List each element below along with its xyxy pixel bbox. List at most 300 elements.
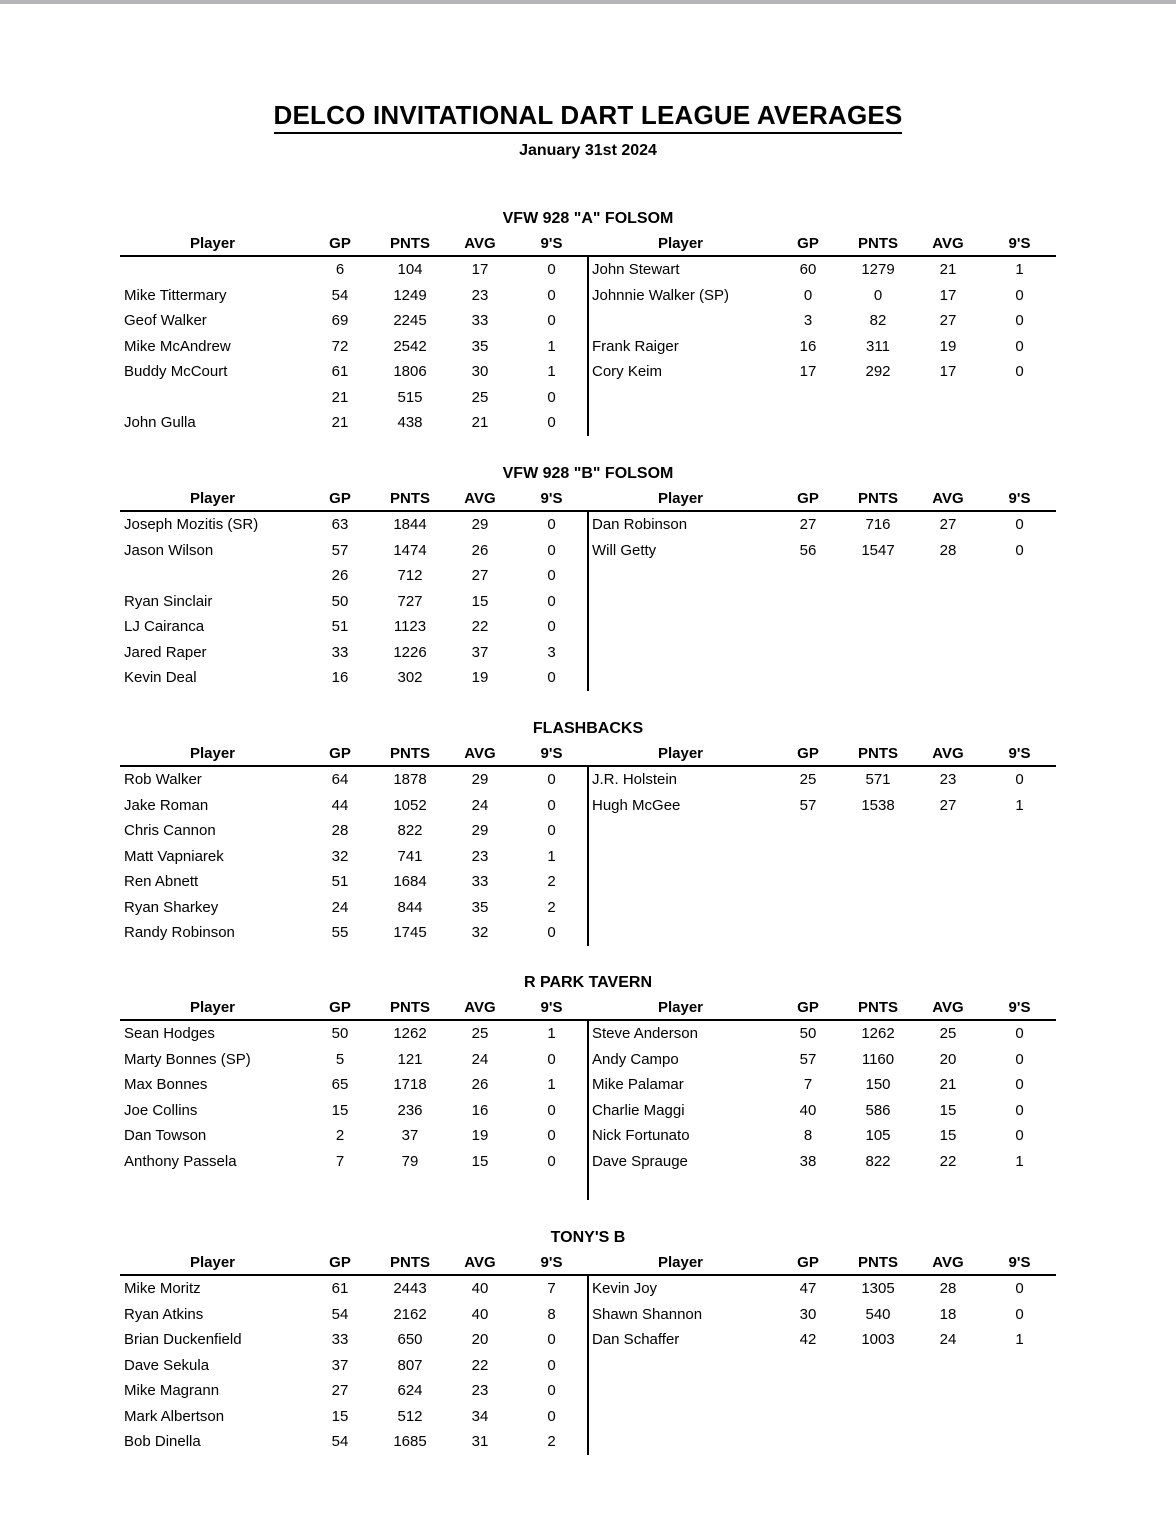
- pnts-cell: [843, 920, 913, 946]
- gp-cell: 26: [331, 567, 349, 584]
- gp-cell: 2: [335, 1127, 345, 1144]
- table-row: [120, 895, 588, 921]
- nines-cell: 0: [1015, 771, 1024, 788]
- player-name-cell: Shawn Shannon: [592, 1305, 703, 1323]
- pnts-cell: 515: [397, 388, 423, 406]
- gp-cell: [773, 895, 843, 921]
- table-row: [120, 1021, 588, 1047]
- table-divider: [587, 1276, 589, 1455]
- table-row: [588, 844, 1056, 870]
- player-name-cell: [588, 844, 773, 870]
- nines-cell: [983, 410, 1056, 436]
- pnts-cell: 1249: [393, 286, 427, 304]
- avg-cell: 24: [471, 1050, 489, 1068]
- avg-cell: 29: [471, 771, 489, 788]
- table-row: [588, 512, 1056, 538]
- avg-cell: 33: [471, 873, 489, 890]
- column-header: Player: [189, 745, 236, 762]
- player-name-cell: Will Getty: [592, 541, 657, 559]
- table-row: [120, 1047, 588, 1073]
- avg-cell: 16: [471, 1101, 489, 1119]
- avg-cell: 15: [471, 592, 489, 610]
- avg-cell: 40: [471, 1305, 489, 1323]
- column-header: 9'S: [540, 235, 563, 252]
- column-header: PNTS: [389, 490, 430, 507]
- avg-cell: [913, 563, 983, 589]
- table-divider: [587, 1021, 589, 1200]
- pnts-cell: 1262: [861, 1025, 895, 1042]
- column-header: PNTS: [389, 999, 430, 1016]
- nines-cell: 0: [1015, 1305, 1024, 1323]
- player-name-cell: Charlie Maggi: [592, 1101, 685, 1119]
- table-row: [588, 1378, 1056, 1404]
- pnts-cell: 512: [397, 1407, 423, 1425]
- nines-cell: [983, 869, 1056, 895]
- player-name-cell: [588, 640, 773, 666]
- table-header-row: [120, 997, 588, 1021]
- pnts-cell: [843, 589, 913, 615]
- avg-cell: [913, 1174, 983, 1200]
- gp-cell: 44: [331, 796, 349, 814]
- table-header-row: [588, 743, 1056, 767]
- player-name-cell: Randy Robinson: [124, 924, 235, 941]
- gp-cell: 72: [331, 337, 349, 355]
- table-row: [588, 665, 1056, 691]
- table-row: [588, 1276, 1056, 1302]
- column-header: Player: [657, 1254, 704, 1271]
- gp-cell: [773, 920, 843, 946]
- pnts-cell: 1718: [393, 1076, 427, 1093]
- table-row: [588, 1072, 1056, 1098]
- nines-cell: 0: [547, 1331, 556, 1348]
- gp-cell: 54: [331, 1433, 349, 1450]
- nines-cell: 0: [547, 771, 556, 788]
- gp-cell: [773, 385, 843, 411]
- column-header: PNTS: [389, 745, 430, 762]
- table-row: [120, 1072, 588, 1098]
- avg-cell: 21: [471, 414, 489, 431]
- player-name-cell: Cory Keim: [592, 363, 663, 380]
- gp-cell: 16: [331, 669, 349, 686]
- table-row: [588, 1353, 1056, 1379]
- player-name-cell: [588, 1429, 773, 1455]
- section-table: [120, 1252, 1056, 1456]
- pnts-cell: 1474: [393, 541, 427, 559]
- nines-cell: [983, 1378, 1056, 1404]
- pnts-cell: [375, 1174, 445, 1200]
- player-name-cell: Nick Fortunato: [592, 1127, 690, 1144]
- column-header: Player: [189, 1254, 236, 1271]
- column-header: 9'S: [540, 745, 563, 762]
- gp-cell: 63: [331, 516, 349, 533]
- player-name-cell: Joe Collins: [124, 1101, 198, 1119]
- pnts-cell: 105: [865, 1127, 891, 1144]
- nines-cell: 0: [547, 822, 556, 839]
- gp-cell: [773, 640, 843, 666]
- nines-cell: 1: [1015, 796, 1024, 814]
- avg-cell: 23: [939, 771, 957, 788]
- gp-cell: 61: [331, 363, 349, 380]
- column-header: AVG: [464, 1254, 496, 1271]
- gp-cell: 33: [331, 1331, 349, 1348]
- player-name-cell: [588, 869, 773, 895]
- avg-cell: 25: [939, 1025, 957, 1042]
- avg-cell: [913, 640, 983, 666]
- nines-cell: [983, 844, 1056, 870]
- column-header: 9'S: [540, 999, 563, 1016]
- nines-cell: 0: [547, 1407, 556, 1425]
- pnts-cell: 1052: [393, 796, 427, 814]
- nines-cell: 0: [1015, 363, 1024, 380]
- gp-cell: [773, 869, 843, 895]
- pnts-cell: 236: [397, 1101, 423, 1119]
- table-header-row: [120, 488, 588, 512]
- nines-cell: [983, 589, 1056, 615]
- nines-cell: [983, 1404, 1056, 1430]
- gp-cell: 50: [331, 1025, 349, 1042]
- nines-cell: 0: [547, 567, 556, 584]
- gp-cell: 64: [331, 771, 349, 788]
- avg-cell: 20: [939, 1050, 957, 1068]
- player-name-cell: Jared Raper: [124, 643, 207, 661]
- nines-cell: 0: [547, 261, 556, 278]
- gp-cell: [773, 844, 843, 870]
- player-name-cell: Geof Walker: [124, 312, 207, 329]
- gp-cell: 15: [331, 1407, 349, 1425]
- gp-cell: 16: [799, 337, 817, 355]
- player-name-cell: Chris Cannon: [124, 822, 216, 839]
- table-row: [120, 334, 588, 360]
- avg-cell: 17: [939, 363, 957, 380]
- page-date: January 31st 2024: [519, 142, 657, 159]
- player-name-cell: Ryan Sharkey: [124, 898, 219, 916]
- pnts-cell: 741: [397, 847, 423, 865]
- pnts-cell: 292: [865, 363, 891, 380]
- nines-cell: 8: [547, 1305, 556, 1323]
- nines-cell: 0: [1015, 541, 1024, 559]
- player-name-cell: [588, 614, 773, 640]
- player-name-cell: [588, 385, 773, 411]
- gp-cell: 24: [331, 898, 349, 916]
- player-name-cell: Steve Anderson: [592, 1025, 698, 1042]
- avg-cell: [913, 589, 983, 615]
- table-header-row: [120, 743, 588, 767]
- avg-cell: 24: [939, 1331, 957, 1348]
- nines-cell: 0: [1015, 516, 1024, 533]
- player-name-cell: Jake Roman: [124, 796, 209, 814]
- pnts-cell: [843, 895, 913, 921]
- nines-cell: 1: [547, 1076, 556, 1093]
- player-name-cell: LJ Cairanca: [124, 618, 205, 635]
- pnts-cell: 727: [397, 592, 423, 610]
- pnts-cell: 1226: [393, 643, 427, 661]
- avg-cell: 35: [471, 898, 489, 916]
- gp-cell: 27: [331, 1382, 349, 1399]
- pnts-cell: 1160: [861, 1050, 895, 1068]
- player-name-cell: Bob Dinella: [124, 1433, 201, 1450]
- pnts-cell: [843, 844, 913, 870]
- table-row: [588, 1327, 1056, 1353]
- pnts-cell: 1123: [393, 618, 427, 635]
- table-half-right: [588, 743, 1056, 946]
- nines-cell: 0: [547, 1356, 556, 1374]
- nines-cell: 2: [547, 1433, 556, 1450]
- table-half-right: [588, 488, 1056, 691]
- pnts-cell: 104: [397, 261, 423, 278]
- table-row: [120, 1302, 588, 1328]
- nines-cell: 0: [547, 1127, 556, 1144]
- avg-cell: [913, 410, 983, 436]
- pnts-cell: 1745: [393, 924, 427, 941]
- gp-cell: 40: [799, 1101, 817, 1119]
- table-row: [588, 334, 1056, 360]
- nines-cell: 2: [547, 873, 556, 890]
- avg-cell: 27: [471, 567, 489, 584]
- nines-cell: 0: [547, 796, 556, 814]
- pnts-cell: [843, 385, 913, 411]
- pnts-cell: 0: [873, 286, 883, 304]
- table-row: [588, 308, 1056, 334]
- avg-cell: 40: [471, 1280, 489, 1297]
- nines-cell: 0: [547, 1152, 556, 1170]
- nines-cell: 0: [547, 388, 556, 406]
- gp-cell: [773, 1353, 843, 1379]
- table-header-row: [588, 997, 1056, 1021]
- avg-cell: 22: [939, 1152, 957, 1170]
- table-divider: [587, 767, 589, 946]
- table-row: [588, 818, 1056, 844]
- table-row: [588, 640, 1056, 666]
- avg-cell: 27: [939, 312, 957, 329]
- pnts-cell: [843, 410, 913, 436]
- gp-cell: 54: [331, 286, 349, 304]
- column-header: 9'S: [1008, 235, 1031, 252]
- table-row: [120, 1276, 588, 1302]
- gp-cell: 51: [331, 618, 349, 635]
- player-name-cell: Dan Towson: [124, 1127, 207, 1144]
- player-name-cell: [120, 257, 305, 283]
- avg-cell: 29: [471, 822, 489, 839]
- gp-cell: 33: [331, 643, 349, 661]
- gp-cell: 28: [331, 822, 349, 839]
- gp-cell: [773, 410, 843, 436]
- avg-cell: 22: [471, 618, 489, 635]
- pnts-cell: 624: [397, 1382, 423, 1399]
- player-name-cell: Anthony Passela: [124, 1152, 237, 1170]
- nines-cell: 2: [547, 898, 556, 916]
- gp-cell: 37: [331, 1356, 349, 1374]
- nines-cell: 0: [1015, 1025, 1024, 1042]
- gp-cell: 8: [803, 1127, 813, 1144]
- player-name-cell: Matt Vapniarek: [124, 847, 224, 865]
- pnts-cell: 1003: [861, 1331, 895, 1348]
- table-row: [588, 410, 1056, 436]
- nines-cell: [983, 665, 1056, 691]
- avg-cell: 19: [471, 1127, 489, 1144]
- table-row: [120, 512, 588, 538]
- pnts-cell: 2162: [393, 1305, 427, 1323]
- gp-cell: 3: [803, 312, 813, 329]
- gp-cell: [773, 589, 843, 615]
- section-table: [120, 488, 1056, 692]
- nines-cell: 0: [547, 541, 556, 559]
- player-name-cell: [588, 1378, 773, 1404]
- table-row: [120, 283, 588, 309]
- avg-cell: 26: [471, 1076, 489, 1093]
- nines-cell: 0: [1015, 286, 1024, 304]
- table-header-row: [120, 233, 588, 257]
- player-name-cell: Johnnie Walker (SP): [592, 286, 729, 304]
- nines-cell: 0: [547, 414, 556, 431]
- column-header: AVG: [932, 745, 964, 762]
- table-row: [588, 1123, 1056, 1149]
- section: [120, 1228, 1056, 1456]
- gp-cell: 7: [335, 1152, 345, 1170]
- player-name-cell: Mike McAndrew: [124, 337, 231, 355]
- column-header: AVG: [932, 235, 964, 252]
- pnts-cell: 1685: [393, 1433, 427, 1450]
- pnts-cell: 650: [397, 1331, 423, 1348]
- column-header: PNTS: [857, 490, 898, 507]
- column-header: AVG: [932, 1254, 964, 1271]
- player-name-cell: Mike Magrann: [124, 1382, 220, 1399]
- player-name-cell: Marty Bonnes (SP): [124, 1050, 251, 1068]
- nines-cell: 0: [547, 1050, 556, 1068]
- gp-cell: 6: [335, 261, 345, 278]
- pnts-cell: 37: [401, 1127, 419, 1144]
- gp-cell: 32: [331, 847, 349, 865]
- column-header: 9'S: [1008, 745, 1031, 762]
- table-row: [588, 563, 1056, 589]
- pnts-cell: 1262: [393, 1025, 427, 1042]
- nines-cell: 0: [547, 669, 556, 686]
- table-header-row: [588, 1252, 1056, 1276]
- table-row: [120, 665, 588, 691]
- section-title: VFW 928 "B" FOLSOM: [502, 465, 674, 482]
- player-name-cell: Dave Sekula: [124, 1356, 210, 1374]
- pnts-cell: 82: [869, 312, 887, 329]
- column-header: AVG: [464, 745, 496, 762]
- table-row: [588, 1429, 1056, 1455]
- avg-cell: 35: [471, 337, 489, 355]
- pnts-cell: 150: [865, 1076, 891, 1093]
- player-name-cell: [588, 563, 773, 589]
- gp-cell: 60: [799, 261, 817, 278]
- table-row: [120, 308, 588, 334]
- table-row: [120, 818, 588, 844]
- pnts-cell: 1279: [861, 261, 895, 278]
- table-row: [588, 283, 1056, 309]
- column-header: 9'S: [540, 1254, 563, 1271]
- column-header: Player: [189, 999, 236, 1016]
- player-name-cell: Rob Walker: [124, 771, 202, 788]
- pnts-cell: 302: [397, 669, 423, 686]
- nines-cell: 0: [1015, 1280, 1024, 1297]
- avg-cell: 24: [471, 796, 489, 814]
- gp-cell: [773, 818, 843, 844]
- nines-cell: 0: [1015, 312, 1024, 329]
- avg-cell: 32: [471, 924, 489, 941]
- column-header: Player: [657, 745, 704, 762]
- column-header: 9'S: [1008, 490, 1031, 507]
- table-row: [588, 614, 1056, 640]
- avg-cell: 30: [471, 363, 489, 380]
- nines-cell: [983, 1174, 1056, 1200]
- table-half-right: [588, 997, 1056, 1200]
- section-title: VFW 928 "A" FOLSOM: [502, 210, 674, 227]
- player-name-cell: Andy Campo: [592, 1050, 679, 1068]
- nines-cell: 0: [1015, 1050, 1024, 1068]
- pnts-cell: [843, 1404, 913, 1430]
- player-name-cell: John Gulla: [124, 414, 196, 431]
- avg-cell: 34: [471, 1407, 489, 1425]
- nines-cell: 0: [547, 1382, 556, 1399]
- column-header: GP: [797, 999, 819, 1016]
- column-header: PNTS: [389, 1254, 430, 1271]
- avg-cell: 33: [471, 312, 489, 329]
- table-row: [588, 895, 1056, 921]
- section-table: [120, 743, 1056, 947]
- avg-cell: 28: [939, 541, 957, 559]
- player-name-cell: John Stewart: [592, 261, 680, 278]
- section: [120, 464, 1056, 692]
- player-name-cell: [120, 1174, 305, 1200]
- pnts-cell: 1547: [861, 541, 895, 559]
- gp-cell: 17: [799, 363, 817, 380]
- column-header: Player: [657, 235, 704, 252]
- nines-cell: 3: [547, 643, 556, 661]
- section-title: R PARK TAVERN: [524, 974, 652, 991]
- nines-cell: 0: [547, 312, 556, 329]
- gp-cell: 15: [331, 1101, 349, 1119]
- player-name-cell: J.R. Holstein: [592, 771, 678, 788]
- player-name-cell: Max Bonnes: [124, 1076, 208, 1093]
- table-row: [588, 869, 1056, 895]
- nines-cell: [983, 818, 1056, 844]
- avg-cell: 17: [471, 261, 489, 278]
- column-header: GP: [797, 490, 819, 507]
- section: [120, 973, 1056, 1201]
- player-name-cell: Kevin Joy: [592, 1280, 658, 1297]
- table-row: [588, 767, 1056, 793]
- pnts-cell: [843, 1378, 913, 1404]
- top-edge-strip: [0, 0, 1176, 4]
- player-name-cell: [588, 665, 773, 691]
- table-row: [120, 767, 588, 793]
- avg-cell: [913, 614, 983, 640]
- player-name-cell: Frank Raiger: [592, 337, 679, 355]
- avg-cell: 27: [939, 796, 957, 814]
- player-name-cell: Ren Abnett: [124, 873, 199, 890]
- nines-cell: [983, 1353, 1056, 1379]
- table-row: [120, 538, 588, 564]
- avg-cell: 21: [939, 261, 957, 278]
- table-header-row: [588, 488, 1056, 512]
- pnts-cell: 1684: [393, 873, 427, 890]
- table-row: [588, 589, 1056, 615]
- table-divider: [587, 512, 589, 691]
- nines-cell: [983, 640, 1056, 666]
- table-row: [120, 614, 588, 640]
- pnts-cell: 79: [401, 1152, 419, 1170]
- player-name-cell: Dave Sprauge: [592, 1152, 688, 1170]
- gp-cell: [773, 614, 843, 640]
- player-name-cell: Kevin Deal: [124, 669, 197, 686]
- player-name-cell: [588, 1174, 773, 1200]
- pnts-cell: 2245: [393, 312, 427, 329]
- player-name-cell: [588, 1353, 773, 1379]
- table-row: [588, 257, 1056, 283]
